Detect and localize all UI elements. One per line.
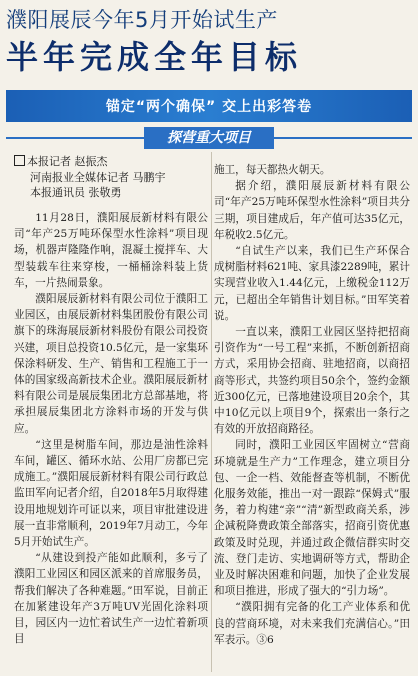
checkbox-square-icon bbox=[14, 155, 25, 166]
section-header bbox=[6, 127, 412, 149]
byline-reporter: 本报记者 赵振杰 bbox=[14, 154, 204, 170]
paragraph: “自试生产以来，我们已生产环保合成树脂材料621吨、家具漆2289吨，累计实现营业收入1.44亿元，上缴税金112万元，已超出全年销售计划目标。”田军笑着说。 bbox=[214, 245, 410, 322]
byline-media-reporter: 河南报业全媒体记者 马鹏宇 bbox=[30, 170, 166, 184]
paragraph: 濮阳展辰新材料有限公司位于濮阳工业园区，由展辰新材料集团股份有限公司旗下的珠海展辰新材料股份有限公司投资兴建，项目总投资10.5亿元，是一家集环保涂料研发、生产、销售和工程施工于一体的国家级高新技术企业。濮阳展辰新材料有限公司是展辰集团北方总部基地，将承担展辰集团北方涂料市场的开发与供应。 bbox=[14, 293, 208, 435]
paragraph: 据介绍，濮阳展辰新材料有限公司“年产25万吨环保型水性涂料”项目共分三期，项目建成后，年产值可达35亿元，年税收2.5亿元。 bbox=[214, 180, 410, 241]
paragraph: “濮阳拥有完备的化工产业体系和优良的营商环境，对未来我们充满信心。”田军表示。③6 bbox=[214, 601, 410, 646]
section-label: 探营重大项目 bbox=[144, 127, 274, 149]
paragraph: 11月28日，濮阳展辰新材料有限公司“年产25万吨环保型水性涂料”项目现场，机器声隆隆作响，混凝土搅拌车、大型装载车往来穿梭，一桶桶涂料装上货车，一片热闹景象。 bbox=[14, 212, 208, 289]
byline bbox=[14, 154, 204, 201]
paragraph: 施工，每天都热火朝天。 bbox=[214, 164, 331, 176]
kicker-headline: 濮阳展辰今年5月开始试生产 bbox=[6, 8, 278, 32]
column-divider bbox=[211, 152, 212, 672]
article-column-left bbox=[14, 210, 208, 647]
main-headline: 半年完成全年目标 bbox=[6, 38, 303, 76]
byline-correspondent: 本报通讯员 张敬勇 bbox=[30, 186, 122, 199]
paragraph: 同时，濮阳工业园区牢固树立“营商环境就是生产力”工作理念，建立项目分包、一企一档、效能督查等机制，不断优化服务效能，推出一对一跟踪“保姆式”服务，着力构建“亲”“清”新型政商关系，涉企减税降费政策全部落实，招商引资优惠政策及时兑现，并通过政企微信群实时交流、登门走访、实地调研等方式，帮助企业及时解决困难和问题，加快了企业发展和项目推进，形成了强大的“引力场”。 bbox=[214, 439, 410, 598]
paragraph: “这里是树脂车间，那边是油性涂料车间，罐区、循环水站、公用厂房都已完成施工。”濮阳展辰新材料有限公司行政总监田军向记者介绍，自2018年5月取得建设用地规划许可证以来，项目审批建设进展一直非常顺利，2019年7月动工，今年5月开始试生产。 bbox=[14, 438, 208, 549]
article-column-right bbox=[214, 162, 410, 648]
column-banner bbox=[6, 90, 412, 122]
banner-text: 锚定“两个确保” 交上出彩答卷 bbox=[105, 99, 313, 115]
paragraph: 一直以来，濮阳工业园区坚持把招商引资作为“一号工程”来抓，不断创新招商方式，采用协会招商、驻地招商，以商招商等形式，共签约项目50余个，签约金额近300亿元，已落地建设项目20余个，其中10亿元以上项目9个，探索出一条行之有效的开放招商路径。 bbox=[214, 326, 410, 436]
paragraph: “从建设到投产能如此顺利，多亏了濮阳工业园区和园区派来的首席服务员，帮我们解决了各种难题。”田军说，目前正在加紧建设年产3万吨UV光固化涂料项目，园区内一边忙着试生产一边忙着新项目 bbox=[14, 552, 208, 646]
